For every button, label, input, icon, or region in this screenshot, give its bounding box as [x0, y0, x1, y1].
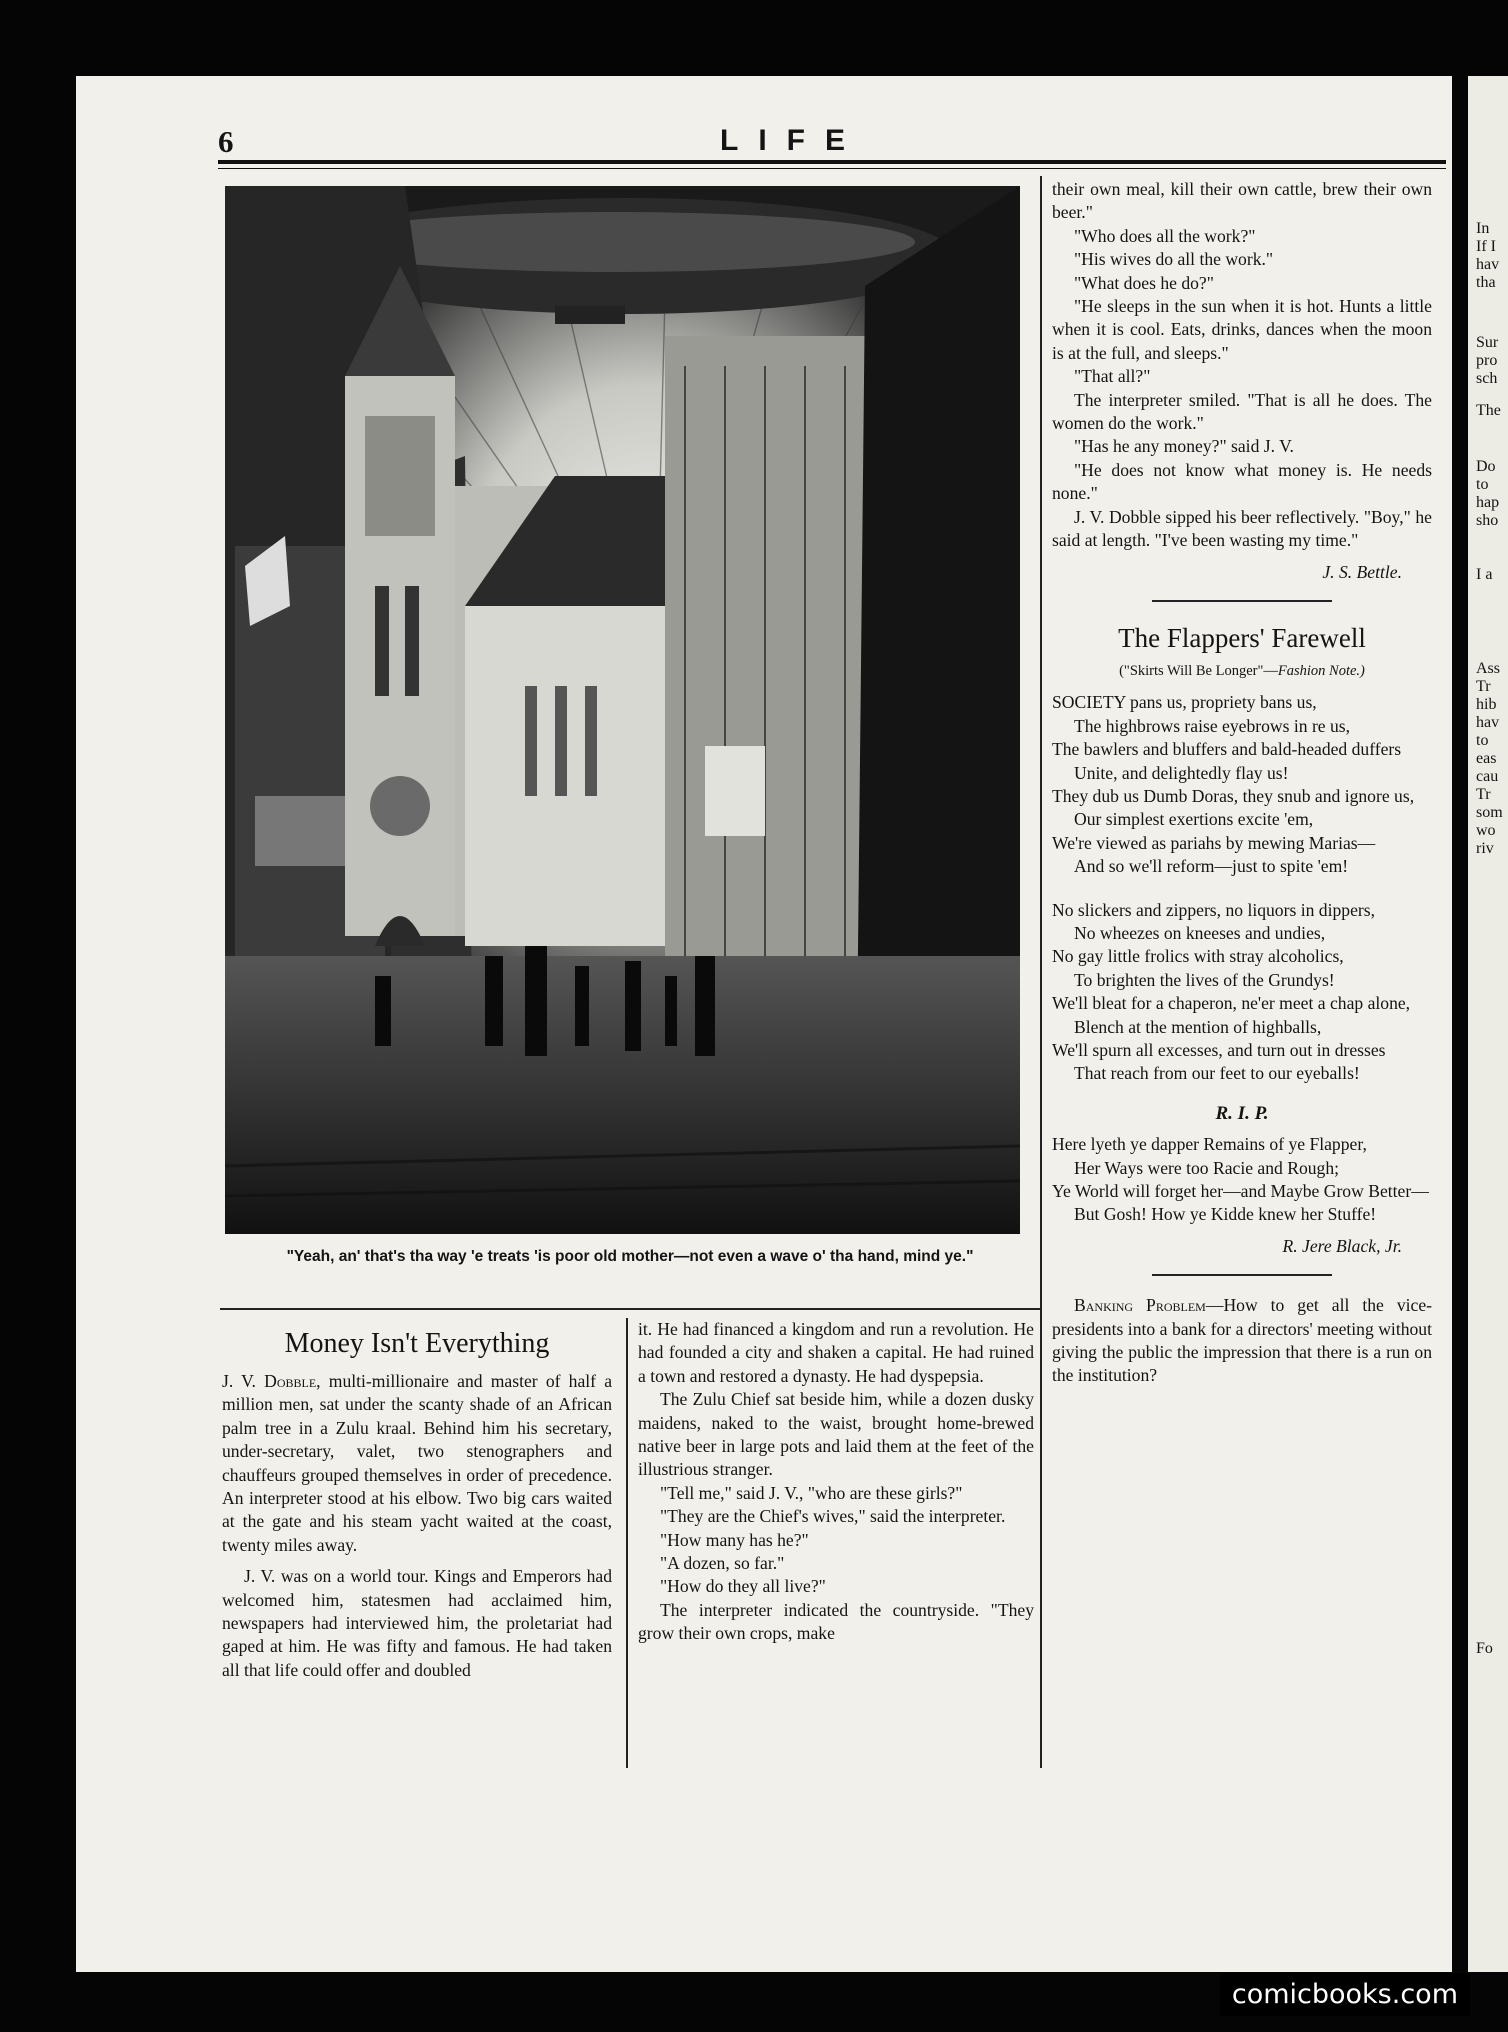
epitaph-title: R. I. P.: [1215, 1102, 1269, 1124]
next-page-fragment: Fo: [1476, 1640, 1493, 1657]
section-rule: [1152, 1274, 1332, 1276]
next-page-fragment: cau: [1476, 768, 1499, 785]
next-page-fragment: Ass: [1476, 660, 1501, 677]
story-column-left: [222, 1326, 612, 1682]
poem-line: No slickers and zippers, no liquors in dippers,: [1052, 899, 1375, 920]
poem-stanza-1: [1052, 691, 1432, 878]
next-page-fragment: Tr: [1476, 786, 1491, 803]
next-page-fragment: to: [1476, 476, 1489, 493]
poem-line: Ye World will forget her—and Maybe Grow Better—: [1052, 1181, 1429, 1202]
poem-line: Blench at the mention of highballs,: [1074, 1016, 1322, 1037]
story-paragraph: "He does not know what money is. He needs none.": [1052, 459, 1432, 504]
poem-line: We're viewed as pariahs by mewing Marias—: [1052, 832, 1376, 853]
next-page-fragment: hav: [1476, 714, 1500, 731]
poem-author: R. Jere Black, Jr.: [1282, 1235, 1402, 1256]
poem-title: The Flappers' Farewell: [1118, 622, 1366, 653]
next-page-fragment: to: [1476, 732, 1489, 749]
poem-line: But Gosh! How ye Kidde knew her Stuffe!: [1074, 1204, 1377, 1225]
poem-line: That reach from our feet to our eyeballs!: [1074, 1063, 1360, 1084]
story-paragraph: "That all?": [1074, 366, 1151, 387]
poem-line: We'll spurn all excesses, and turn out in dresses: [1052, 1040, 1386, 1060]
poem-stanza-2: [1052, 899, 1432, 1086]
next-page-fragment: If I: [1476, 238, 1496, 255]
cartoon-illustration: [225, 186, 1020, 1234]
page-number: 6: [218, 124, 234, 159]
site-watermark: comicbooks.com: [1220, 1973, 1470, 2016]
story-paragraph: "How many has he?": [660, 1529, 809, 1550]
joke-lead: Banking Problem: [1074, 1295, 1206, 1316]
poem-subtitle: ("Skirts Will Be Longer"—Fashion Note.): [1119, 662, 1365, 679]
next-page-fragment: pro: [1476, 352, 1498, 369]
section-rule: [1152, 600, 1332, 602]
poem-line: Our simplest exertions excite 'em,: [1074, 809, 1314, 830]
column-rule-1: [626, 1318, 628, 1768]
poem-line: Unite, and delightedly flay us!: [1074, 762, 1289, 783]
story-paragraph: J. V. Dobble, multi-millionaire and master of half a million men, sat under the scanty shade of an African palm tree in a Zulu kraal. Behind him his secretary, under-secretary, valet, two stenographers and chauffeurs grouped themselves in order of precedence. An interpreter stood at his elbow. Two big cars waited at the gate and his steam yacht waited at the coast, twenty miles away.: [222, 1371, 612, 1555]
header-rule: [218, 160, 1446, 164]
poem-line: The bawlers and bluffers and bald-headed duffers: [1052, 739, 1402, 760]
story-paragraph: "A dozen, so far.": [660, 1553, 785, 1574]
story-paragraph: J. V. Dobble sipped his beer reflectively. "Boy," he said at length. "I've been wasting my time.": [1052, 506, 1432, 551]
next-page-fragment: sch: [1476, 370, 1498, 387]
story-paragraph: "What does he do?": [1074, 272, 1214, 293]
next-page-fragment: tha: [1476, 274, 1496, 291]
story-title: Money Isn't Everything: [284, 1328, 550, 1359]
next-page-fragment: som: [1476, 804, 1503, 821]
poem-line: No wheezes on kneeses and undies,: [1074, 922, 1326, 943]
poem-line: The highbrows raise eyebrows in re us,: [1074, 715, 1351, 736]
next-page-fragment: wo: [1476, 822, 1496, 839]
next-page-fragment: In: [1476, 220, 1490, 237]
next-page-fragment: The: [1476, 402, 1501, 419]
story-paragraph: J. V. was on a world tour. Kings and Emperors had welcomed him, statesmen had acclaimed him, newspapers had interviewed him, the proletariat had gaped at him. He was fifty and famous. He had taken all that life could offer and doubled: [222, 1566, 612, 1680]
poem-line: We'll bleat for a chaperon, ne'er meet a chap alone,: [1052, 993, 1411, 1014]
next-page-edge: [1468, 76, 1508, 1972]
story-lead: J. V. Dobble,: [222, 1371, 321, 1391]
story-paragraph: "He sleeps in the sun when it is hot. Hunts a little when it is cool. Eats, drinks, dances when the moon is at the full, and sleeps.": [1052, 296, 1432, 363]
next-page-fragment: riv: [1476, 840, 1494, 857]
stanza-gap: [1052, 879, 1432, 899]
story-paragraph: "How do they all live?": [660, 1576, 826, 1597]
story-paragraph: The interpreter indicated the countryside. "They grow their own crops, make: [638, 1599, 1034, 1644]
column-rule-2: [1040, 176, 1042, 1768]
story-paragraph: The interpreter smiled. "That is all he does. The women do the work.": [1052, 389, 1432, 434]
story-paragraph: The Zulu Chief sat beside him, while a dozen dusky maidens, naked to the waist, brought home-brewed native beer in large pots and laid them at the feet of the illustrious stranger.: [638, 1389, 1034, 1480]
story-column-middle: [638, 1318, 1034, 1646]
joke-paragraph: Banking Problem—How to get all the vice-presidents into a bank for a directors' meeting without giving the public the impression that there is a run on the institution?: [1052, 1295, 1433, 1386]
poem-line: SOCIETY pans us, propriety bans us,: [1052, 692, 1317, 713]
poem-line: Here lyeth ye dapper Remains of ye Flapper,: [1052, 1134, 1367, 1155]
story-paragraph: "Tell me," said J. V., "who are these girls?": [660, 1482, 963, 1503]
next-page-fragment: Do: [1476, 458, 1496, 475]
story-paragraph: "His wives do all the work.": [1074, 249, 1274, 270]
magazine-title: LIFE: [720, 124, 865, 157]
next-page-fragment: hap: [1476, 494, 1500, 511]
next-page-fragment: Sur: [1476, 334, 1499, 351]
story-paragraph: their own meal, kill their own cattle, brew their own beer.": [1052, 179, 1432, 223]
story-paragraph: "Who does all the work?": [1074, 225, 1256, 246]
poem-line: Her Ways were too Racie and Rough;: [1074, 1157, 1340, 1178]
poem-line: No gay little frolics with stray alcoholics,: [1052, 946, 1344, 967]
poem-line: And so we'll reform—just to spite 'em!: [1074, 856, 1349, 877]
header-rule-thin: [218, 168, 1446, 169]
next-page-fragment: hib: [1476, 696, 1497, 713]
next-page-fragment: eas: [1476, 750, 1497, 767]
story-paragraph: "They are the Chief's wives," said the interpreter.: [660, 1506, 1006, 1527]
story-author: J. S. Bettle.: [1322, 561, 1402, 582]
cartoon-caption: "Yeah, an' that's tha way 'e treats 'is poor old mother—not even a wave o' tha hand, mind ye.": [286, 1248, 974, 1265]
story-paragraph: it. He had financed a kingdom and run a revolution. He had founded a city and shaken a capital. He had ruined a town and restored a dynasty. He had dyspepsia.: [638, 1319, 1034, 1386]
poem-epitaph: [1052, 1133, 1432, 1227]
next-page-fragment: sho: [1476, 512, 1499, 529]
caption-rule: [220, 1308, 1040, 1310]
next-page-fragment: I a: [1476, 566, 1493, 583]
next-page-fragment: Tr: [1476, 678, 1491, 695]
right-column: [1052, 178, 1432, 1388]
poem-line: To brighten the lives of the Grundys!: [1074, 969, 1335, 990]
story-paragraph: "Has he any money?" said J. V.: [1074, 436, 1294, 457]
next-page-fragment: hav: [1476, 256, 1500, 273]
poem-line: They dub us Dumb Doras, they snub and ignore us,: [1052, 785, 1415, 806]
